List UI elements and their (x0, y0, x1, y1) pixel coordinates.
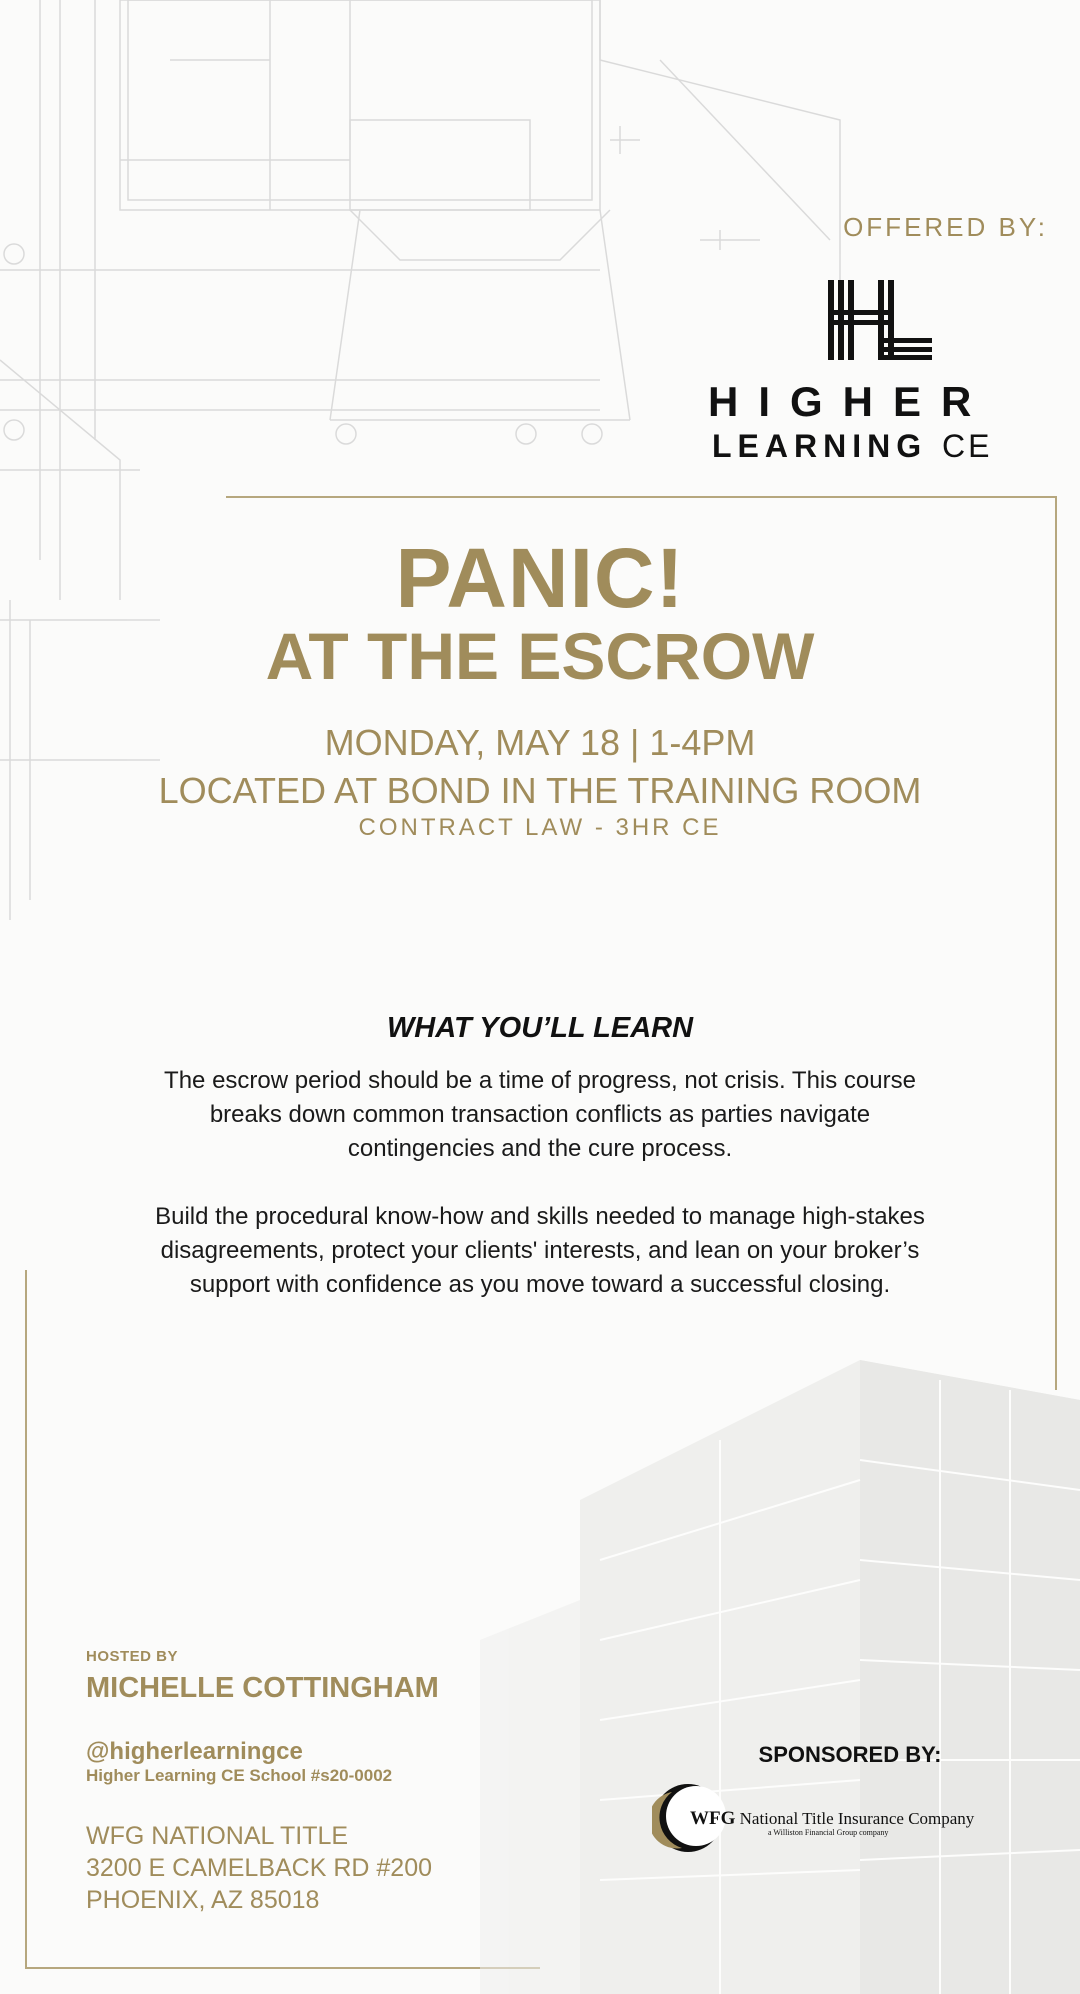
building-illustration (480, 1360, 1080, 1994)
learn-paragraph-2: Build the procedural know-how and skills needed to manage high-stakes disagreements, protect your clients' interests, and lean on your broker’s support with confidence as you move toward a successful closing. (155, 1203, 925, 1298)
sponsor-tagline: a Williston Financial Group company (768, 1828, 889, 1837)
event-date-time: MONDAY, MAY 18 | 1-4PM (324, 722, 756, 763)
address-line-3: PHOENIX, AZ 85018 (86, 1886, 320, 1914)
sponsor-company (690, 1808, 974, 1830)
learn-paragraph-1: The escrow period should be a time of progress, not crisis. This course breaks down common transaction conflicts as parties navigate contingencies and the cure process. (164, 1067, 916, 1162)
offered-by-label: OFFERED BY: (843, 212, 1048, 242)
learn-heading: WHAT YOU’LL LEARN (386, 1012, 694, 1044)
hl-logo-icon (828, 280, 932, 360)
school-id: Higher Learning CE School #s20-0002 (86, 1766, 393, 1785)
event-location: LOCATED AT BOND IN THE TRAINING ROOM (158, 770, 922, 811)
host-name: MICHELLE COTTINGHAM (86, 1672, 439, 1704)
sponsored-by-label: SPONSORED BY: (758, 1742, 942, 1767)
sponsor-company-text: National Title Insurance Company (739, 1809, 975, 1828)
event-credit: CONTRACT LAW - 3HR CE (358, 814, 722, 841)
sponsor-wfg-text: WFG (690, 1808, 736, 1829)
event-title-line2: AT THE ESCROW (265, 619, 815, 693)
social-handle: @higherlearningce (86, 1738, 303, 1765)
address-line-1: WFG NATIONAL TITLE (86, 1822, 349, 1850)
logo-wordmark-higher: HIGHER (708, 378, 992, 425)
hosted-by-label: HOSTED BY (86, 1648, 179, 1665)
address-line-2: 3200 E CAMELBACK RD #200 (86, 1854, 433, 1882)
logo-ce-text: CE (942, 428, 993, 464)
event-title-line1: PANIC! (395, 531, 685, 625)
logo-wordmark-learning (712, 428, 1052, 465)
logo-learning-text: LEARNING (712, 428, 928, 464)
